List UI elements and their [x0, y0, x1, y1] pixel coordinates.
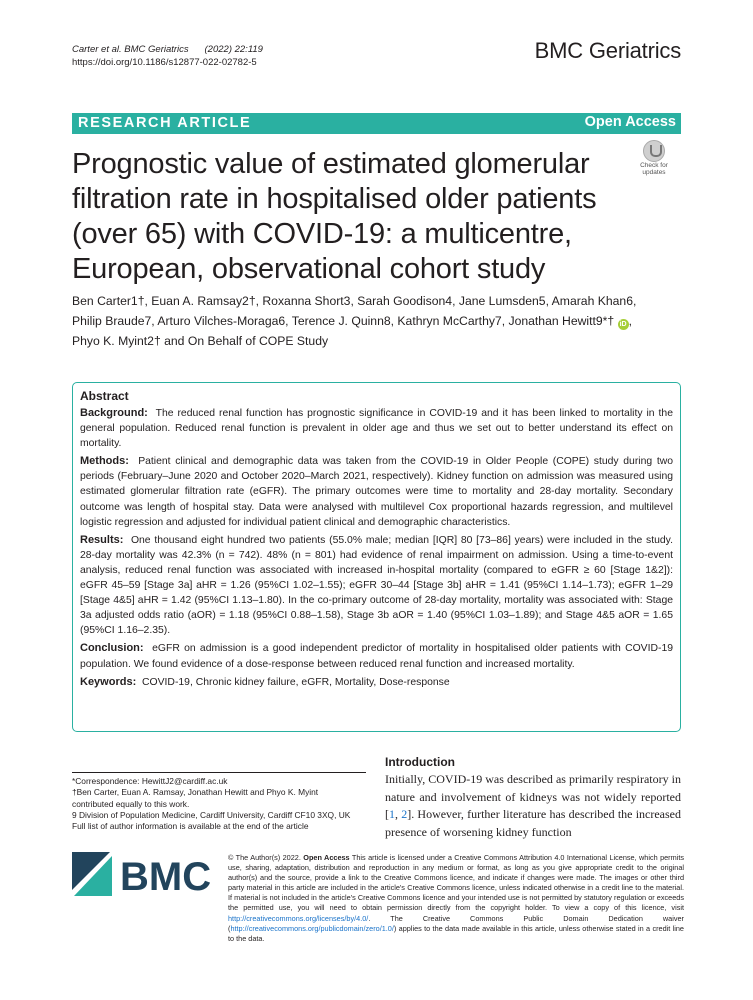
doi-link[interactable]: https://doi.org/10.1186/s12877-022-02782-5: [72, 57, 257, 68]
article-title: Prognostic value of estimated glomerular filtration rate in hospitalised older patients (over 65) with COVID-19: a multicentre, European, observational cohort study: [72, 148, 597, 285]
keywords-text: COVID-19, Chronic kidney failure, eGFR, Mortality, Dose-response: [142, 676, 450, 688]
authors-line-3: Phyo K. Myint2† and On Behalf of COPE Study: [72, 334, 329, 348]
abstract-background: [80, 406, 673, 451]
authors-line-2: Philip Braude7, Arturo Vilches-Moraga6, Terence J. Quinn8, Kathryn McCarthy7, Jonathan Hewitt9*†: [72, 314, 615, 328]
check-for-updates-badge[interactable]: [629, 140, 679, 178]
citation-header: [72, 43, 263, 69]
background-text: The reduced renal function has prognostic significance in COVID-19 and it has been linked to mortality in the general population. Reduced renal function is prevalent in older age and thus we set out to better understand its effect on mortality.: [80, 408, 673, 450]
abstract-results: [80, 533, 673, 639]
badge-line1: Check for: [640, 162, 668, 169]
keywords-label: Keywords:: [80, 675, 137, 688]
author-list: [72, 291, 687, 351]
background-label: Background:: [80, 407, 148, 419]
authors-line-2-wrap: Philip Braude7, Arturo Vilches-Moraga6, Terence J. Quinn8, Kathryn McCarthy7, Jonathan Hewitt9*† iD ,: [72, 314, 632, 328]
cc-zero-link[interactable]: http://creativecommons.org/publicdomain/zero/1.0/: [230, 923, 394, 933]
open-access-bold: Open Access: [303, 853, 350, 862]
abstract-keywords: [80, 675, 673, 690]
affiliation-line: 9 Division of Population Medicine, Cardiff University, Cardiff CF10 3XQ, UK: [72, 809, 351, 820]
cc-by-link[interactable]: http://creativecommons.org/licenses/by/4.0/: [228, 913, 369, 923]
license-statement: © The Author(s) 2022. Open Access This article is licensed under a Creative Commons Attribution 4.0 International License, which permits use, sharing, adaptation, distribution and reproduction in any medium or format, as long as you give appropriate credit to the original author(s) and the source, provide a link to the Creative Commons licence, and indicate if changes were made. The images or other third party material in this article are included in the article's Creative Commons licence, unless indicated otherwise in a credit line to the material. If material is not included in the article's Creative Commons licence and your intended use is not permitted by statutory regulation or exceeds the permitted use, you will need to obtain permission directly from the copyright holder. To view a copy of this licence, visit http://creativecommons.org/licenses/by/4.0/. The Creative Commons Public Domain Dedication waiver (http://creativecommons.org/publicdomain/zero/1.0/) applies to the data made available in this article, unless otherwise stated in a credit line to the data.: [228, 853, 684, 943]
abstract-methods: [80, 454, 673, 529]
abstract-conclusion: [80, 641, 673, 671]
correspondence-footnote: [72, 772, 366, 832]
bookmark-icon: [643, 140, 665, 162]
results-text: One thousand eight hundred two patients (55.0% male; median [IQR] 80 [73–86] years) were included in the study. 28-day mortality was 42.3% (n = 742). 48% (n = 801) had evidence of renal impairment on admission. Using a time-to-event analysis, reduced renal function was associated with increased in-hospital mortality (compared to eGFR ≥ 60 [Stage 1&2]): eGFR 45–59 [Stage 3a] aHR = 1.26 (95%CI 1.02–1.55); eGFR 30–44 [Stage 3b] aHR = 1.41 (95%CI 1.14–1.73); eGFR 1–29 [Stage 4&5] aHR = 1.42 (95%CI 1.13–1.80). In the co-primary outcome of 28-day mortality, mortality was associated with: Stage 3a adjusted odds ratio (aOR) = 1.18 (95%CI 0.88–1.58), Stage 3b aOR = 1.40 (95%CI 1.03–1.89); and Stage 4&5 aOR = 1.65 (95%CI 1.16–2.35).: [80, 534, 673, 637]
citation-authors: Carter et al. BMC Geriatrics: [72, 44, 189, 55]
reference-link-2[interactable]: 2: [401, 807, 408, 821]
correspondence-email[interactable]: *Correspondence: HewittJ2@cardiff.ac.uk: [72, 776, 228, 786]
abstract-box: [72, 382, 681, 732]
bmc-logo-mark: [72, 852, 212, 896]
authors-line-1: Ben Carter1†, Euan A. Ramsay2†, Roxanna Short3, Sarah Goodison4, Jane Lumsden5, Amarah Khan6,: [72, 294, 637, 308]
citation-year-volume: (2022) 22:119: [204, 44, 263, 55]
results-label: Results:: [80, 533, 124, 546]
methods-text: Patient clinical and demographic data was taken from the COVID-19 in Older People (COPE) study during two periods (February–June 2020 and October 2020–March 2021, respectively). Kidney function on admission was measured using estimated glomerular filtration rate (eGFR). The primary outcomes were time to mortality and 28-day mortality. Secondary outcome was length of hospital stay. Data were analysed with multilevel Cox proportional hazards regression, and multilevel logistic regression and adjusted for individual patient clinical and demographic characteristics.: [80, 456, 673, 528]
open-access-label: Open Access: [584, 114, 676, 130]
bmc-logo: [72, 852, 212, 896]
conclusion-label: Conclusion:: [80, 642, 144, 655]
abstract-heading: Abstract: [80, 389, 129, 403]
reference-link-1[interactable]: 1: [389, 807, 395, 821]
article-type-label: RESEARCH ARTICLE: [78, 115, 252, 131]
introduction-heading: Introduction: [385, 755, 455, 769]
equal-contribution-line1: †Ben Carter, Euan A. Ramsay, Jonathan Hewitt and Phyo K. Myint: [72, 787, 319, 798]
equal-contribution-line2: contributed equally to this work.: [72, 798, 190, 809]
journal-name: BMC Geriatrics: [534, 38, 681, 63]
badge-line2: updates: [642, 169, 666, 176]
methods-label: Methods:: [80, 455, 129, 468]
author-info-note: Full list of author information is available at the end of the article: [72, 821, 309, 832]
conclusion-text: eGFR on admission is a good independent predictor of mortality in hospitalised older patients with COVID-19 population. We found evidence of a dose-response between reduced renal function and increased mortality.: [80, 643, 673, 670]
orcid-icon[interactable]: iD: [619, 321, 627, 328]
article-type-banner: [72, 113, 681, 134]
introduction-text: Initially, COVID-19 was described as primarily respiratory in nature and involvement of kidneys was not widely reported [1, 2]. However, further literature has described the increased presence of worsening kidney function: [385, 772, 682, 839]
logo-text: BMC: [120, 855, 212, 896]
